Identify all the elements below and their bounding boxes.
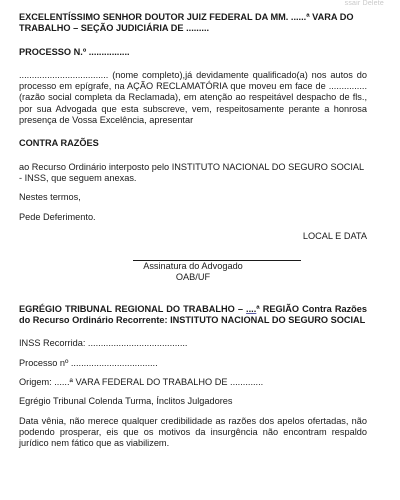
field-processo: Processo nº .................................. (19, 357, 158, 368)
final-paragraph: Data vênia, não merece qualquer credibilidade as razões dos apelos ofertadas, não podendo prosperar, eis que os motivos da insurgência não encontram respaldo jurídico nem fático que as viabilizem. (19, 415, 367, 449)
section-title-part-2: ª REGIÃO Contra Razões do Recurso Ordinário Recorrente: INSTITUTO NACIONAL DO SEGURO SOCIAL (19, 303, 367, 326)
section-title-dots: .... (246, 303, 257, 314)
closing-terms: Nestes termos, (19, 192, 81, 203)
process-number: PROCESSO N.º ................ (19, 46, 130, 57)
header-line-1: EXCELENTÍSSIMO SENHOR DOUTOR JUIZ FEDERAL DA MM. ......ª VARA DO (19, 12, 354, 22)
section-title-contra-razoes: CONTRA RAZÕES (19, 138, 99, 149)
closing-request: Pede Deferimento. (19, 211, 96, 222)
signature-label: Assinatura do Advogado (143, 261, 243, 272)
faint-toolbar-text: ssair Delete (344, 0, 384, 7)
field-recorrida: INSS Recorrida: ....................................... (19, 338, 188, 349)
tribunal-line: Egrégio Tribunal Colenda Turma, Ínclitos Julgadores (19, 396, 233, 407)
header-line-2: TRABALHO – SEÇÃO JUDICIÁRIA DE ......... (19, 23, 210, 34)
place-date: LOCAL E DATA (302, 230, 367, 241)
field-origem: Origem: ......ª VARA FEDERAL DO TRABALHO DE ............. (19, 376, 264, 387)
signature-oab: OAB/UF (175, 272, 211, 283)
intro-paragraph: ................................... (nome completo),já devidamente qualificado(a) nos autos do processo em epígrafe, na AÇÃO RECLAMATÓRIA que moveu em face de ...............(razão social completa da Reclamada), em atenção ao respeitável despacho de fls., por sua Advogada que esta subscreve, vem, respeitosamente perante a honrosa presença de Vossa Excelência, apresentar (19, 69, 367, 126)
section-title-tribunal (19, 304, 367, 327)
section-title-part-1: EGRÉGIO TRIBUNAL REGIONAL DO TRABALHO – (19, 303, 247, 314)
body-paragraph-recurso: ao Recurso Ordinário interposto pelo INSTITUTO NACIONAL DO SEGURO SOCIAL - INSS, que seguem anexas. (19, 161, 364, 183)
document-content (19, 12, 367, 449)
